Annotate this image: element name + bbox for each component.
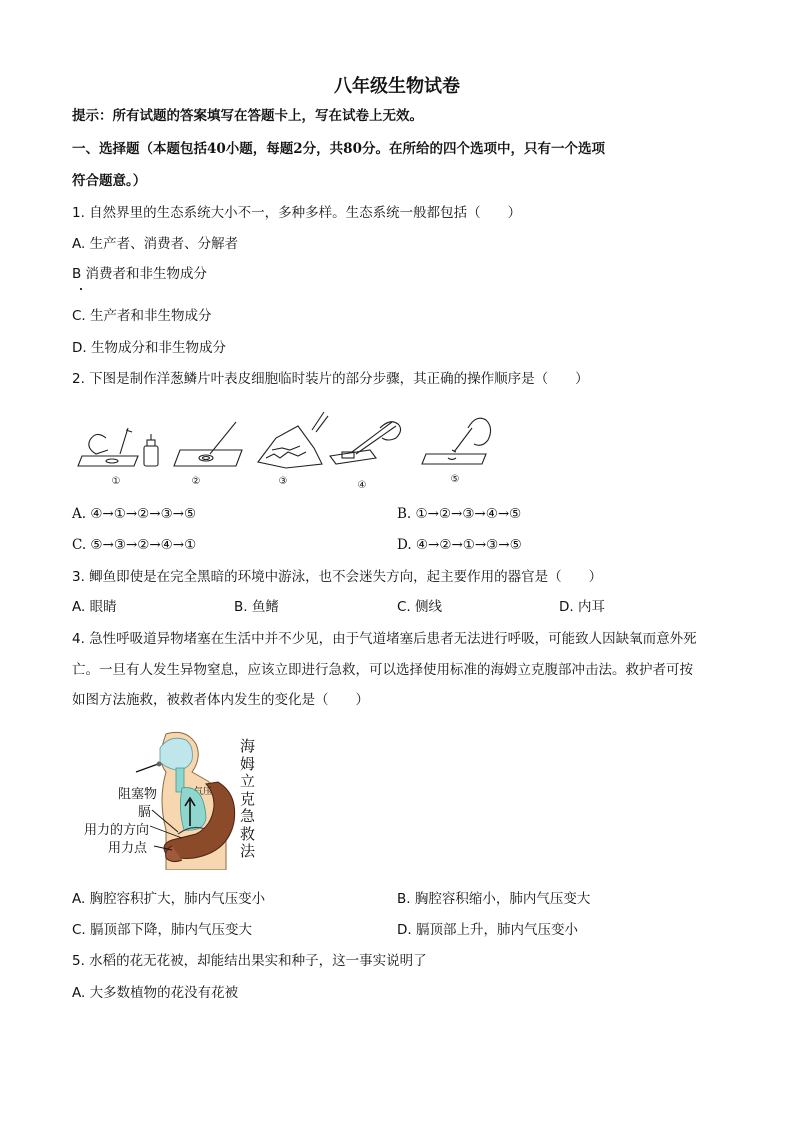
obstruction-pointer-icon bbox=[136, 764, 158, 772]
label-force-direction: 用力的方向 bbox=[84, 823, 150, 838]
q2-procedure-figure bbox=[76, 408, 506, 490]
q4-option-d: D. 膈顶部上升，肺内气压变小 bbox=[397, 922, 578, 938]
q3-stem: 3. 鲫鱼即使是在完全黑暗的环境中游泳，也不会迷失方向，起主要作用的器官是（ ） bbox=[72, 569, 603, 585]
q2-option-c: C. ⑤→③→②→④→① bbox=[72, 537, 197, 553]
q4-option-b: B. 胸腔容积缩小，肺内气压变大 bbox=[397, 891, 591, 907]
step-label-4: ④ bbox=[357, 480, 367, 490]
label-obstruction: 阻塞物 bbox=[118, 787, 158, 802]
q4-stem-line2: 亡。一旦有人发生异物窒息，应该立即进行急救，可以选择使用标准的海姆立克腹部冲击法。救护者可按 bbox=[72, 662, 693, 678]
q3-option-a: A. 眼睛 bbox=[72, 599, 117, 615]
step4-illustration bbox=[330, 422, 401, 464]
heimlich-svg bbox=[82, 728, 262, 870]
q4-stem-line3: 如图方法施救，被救者体内发生的变化是（ ） bbox=[72, 692, 369, 708]
step-label-3: ③ bbox=[278, 476, 288, 487]
step2-illustration bbox=[174, 422, 242, 466]
q1-option-b: B 消费者和非生物成分 bbox=[72, 266, 208, 282]
stray-dot bbox=[80, 288, 82, 290]
heimlich-vertical-title: 海姆立克急救法 bbox=[240, 737, 256, 860]
q5-stem: 5. 水稻的花无花被，却能结出果实和种子，这一事实说明了 bbox=[72, 953, 427, 969]
step1-illustration bbox=[78, 428, 158, 466]
q2-option-d: D. ④→②→①→③→⑤ bbox=[397, 537, 522, 553]
q2-procedure-svg bbox=[76, 408, 506, 490]
q5-option-a: A. 大多数植物的花没有花被 bbox=[72, 985, 239, 1001]
q2-stem: 2. 下图是制作洋葱鳞片叶表皮细胞临时装片的部分步骤，其正确的操作顺序是（ ） bbox=[72, 371, 589, 387]
section-heading-line1: 一、选择题（本题包括40小题，每题2分，共80分。在所给的四个选项中，只有一个选项 bbox=[72, 141, 605, 157]
head-airway bbox=[160, 738, 192, 770]
q3-option-c: C. 侧线 bbox=[397, 599, 443, 615]
step-label-5: ⑤ bbox=[450, 474, 460, 485]
step3-illustration bbox=[258, 412, 328, 468]
label-force-point: 用力点 bbox=[108, 841, 148, 856]
step-label-1: ① bbox=[111, 476, 121, 487]
q4-option-c: C. 膈顶部下降，肺内气压变大 bbox=[72, 922, 253, 938]
q1-option-c: C. 生产者和非生物成分 bbox=[72, 308, 212, 324]
heimlich-figure bbox=[82, 728, 262, 870]
hint-text: 提示：所有试题的答案填写在答题卡上，写在试卷上无效。 bbox=[72, 108, 423, 124]
section-heading-line2: 符合题意。） bbox=[72, 173, 147, 189]
q1-option-d: D. 生物成分和非生物成分 bbox=[72, 340, 226, 356]
q3-option-b: B. 鱼鳍 bbox=[234, 599, 279, 615]
label-diaphragm: 膈 bbox=[138, 805, 152, 820]
label-pressure: 气压 bbox=[194, 787, 213, 797]
q4-option-a: A. 胸腔容积扩大，肺内气压变小 bbox=[72, 891, 266, 907]
q3-option-d: D. 内耳 bbox=[559, 599, 605, 615]
step-label-2: ② bbox=[191, 476, 201, 487]
q1-option-a: A. 生产者、消费者、分解者 bbox=[72, 236, 239, 252]
q1-stem: 1. 自然界里的生态系统大小不一，多种多样。生态系统一般都包括（ ） bbox=[72, 205, 522, 221]
q4-stem-line1: 4. 急性呼吸道异物堵塞在生活中并不少见，由于气道堵塞后患者无法进行呼吸，可能致人因缺氧而意外死 bbox=[72, 631, 697, 647]
obstruction-dot-icon bbox=[157, 762, 162, 767]
q2-option-b: B. ①→②→③→④→⑤ bbox=[397, 506, 522, 522]
page-title: 八年级生物试卷 bbox=[334, 76, 460, 97]
q2-option-a: A. ④→①→②→③→⑤ bbox=[72, 506, 197, 522]
step5-illustration bbox=[422, 418, 491, 464]
